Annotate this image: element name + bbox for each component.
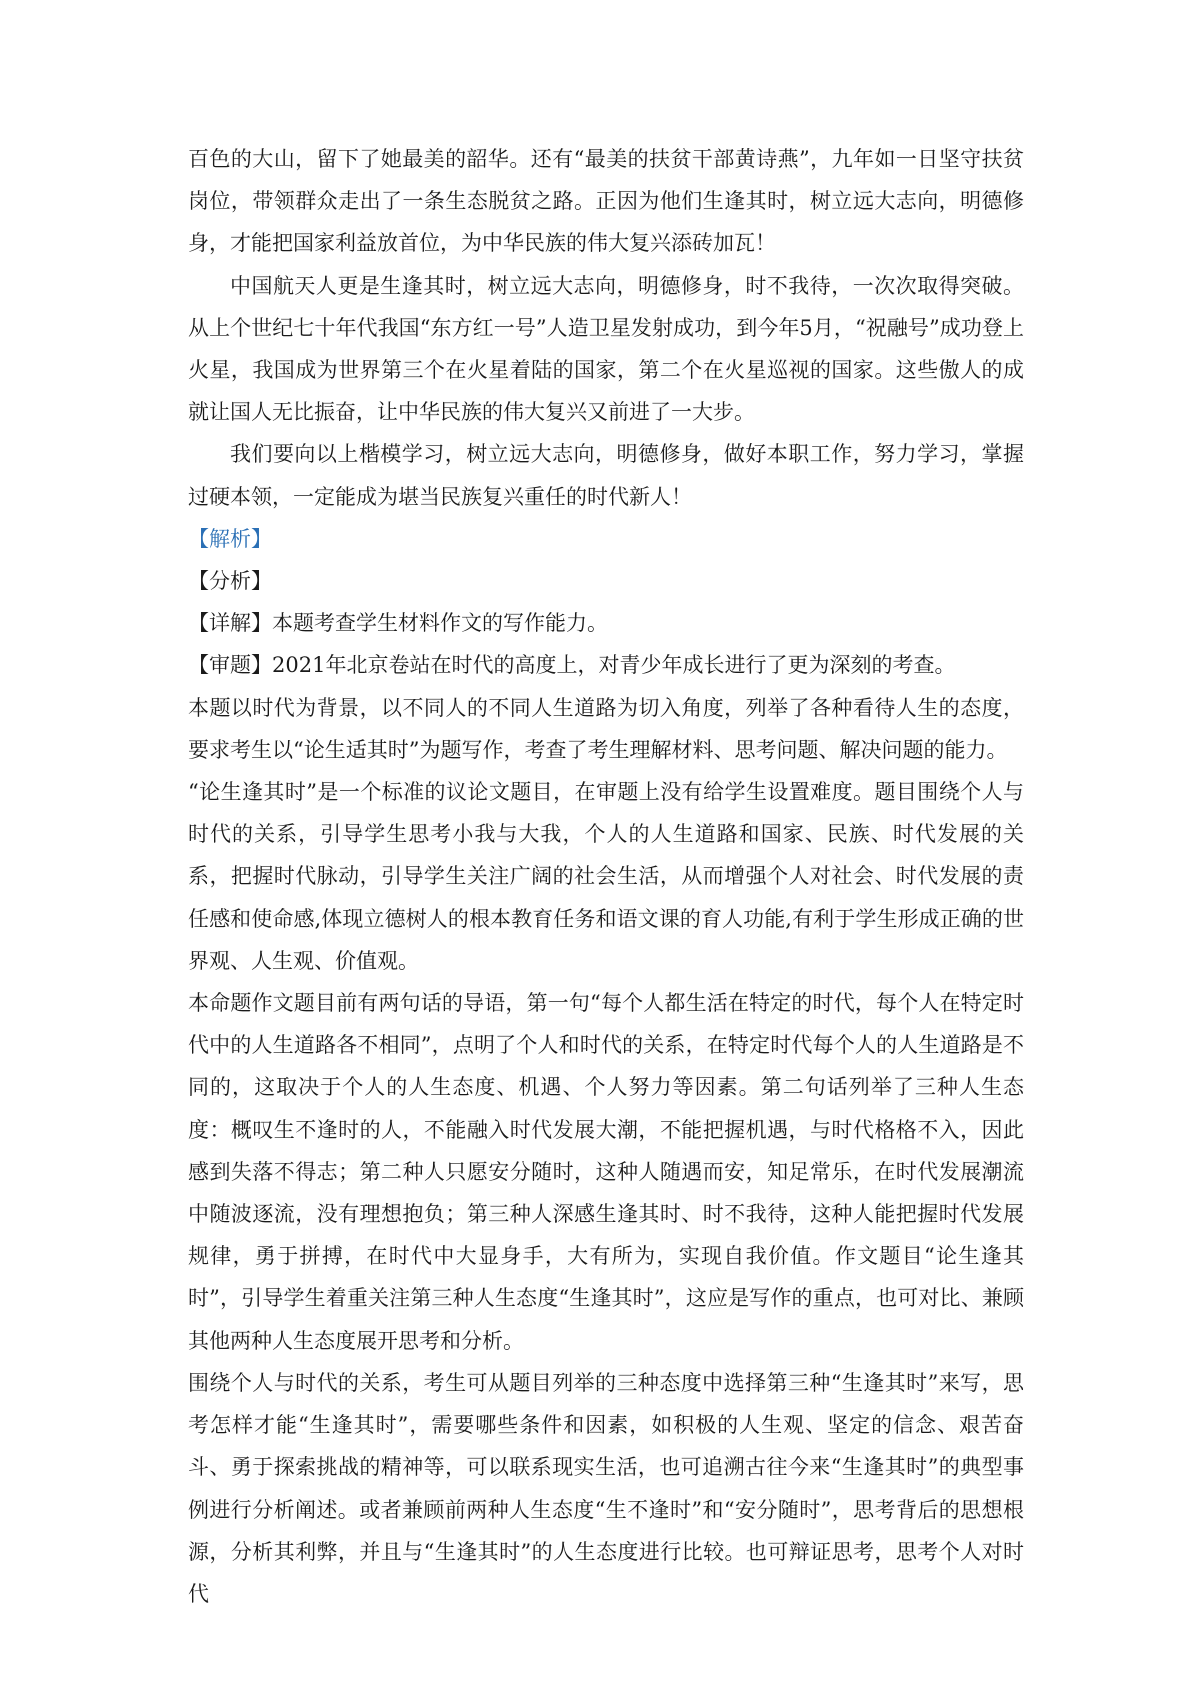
- essay-paragraph-3: 我们要向以上楷模学习，树立远大志向，明德修身，做好本职工作，努力学习，掌握过硬本领，一定能成为堪当民族复兴重任的时代新人！: [188, 442, 1024, 509]
- analysis-paragraph-3: 本命题作文题目前有两句话的导语，第一句“每个人都生活在特定的时代，每个人在特定时代中的人生道路各不相同”，点明了个人和时代的关系，在特定时代每个人的人生道路是不同的，这取决于个人的人生态度、机遇、个人努力等因素。第二句话列举了三种人生态度：概叹生不逢时的人，不能融入时代发展大潮，不能把握机遇，与时代格格不入，因此感到失落不得志；第二种人只愿安分随时，这种人随遇而安，知足常乐，在时代发展潮流中随波逐流，没有理想抱负；第三种人深感生逢其时、时不我待，这种人能把握时代发展规律，勇于拼搏，在时代中大显身手，大有所为，实现自我价值。作文题目“论生逢其时”，引导学生着重关注第三种人生态度“生逢其时”，这应是写作的重点，也可对比、兼顾其他两种人生态度展开思考和分析。: [188, 991, 1024, 1353]
- document-page: [188, 138, 1024, 1615]
- section-label-xiangjie: 【详解】本题考查学生材料作文的写作能力。: [188, 611, 608, 636]
- section-label-shenti: 【审题】2021年北京卷站在时代的高度上，对青少年成长进行了更为深刻的考查。: [188, 653, 956, 678]
- analysis-paragraph-1: 本题以时代为背景，以不同人的不同人生道路为切入角度，列举了各种看待人生的态度，要求考生以“论生适其时”为题写作，考查了考生理解材料、思考问题、解决问题的能力。: [188, 695, 1024, 762]
- section-label-jiexi: 【解析】: [188, 526, 272, 551]
- analysis-paragraph-4: 围绕个人与时代的关系，考生可从题目列举的三种态度中选择第三种“生逢其时”来写，思考怎样才能“生逢其时”，需要哪些条件和因素，如积极的人生观、坚定的信念、艰苦奋斗、勇于探索挑战的精神等，可以联系现实生活，也可追溯古往今来“生逢其时”的典型事例进行分析阐述。或者兼顾前两种人生态度“生不逢时”和“安分随时”，思考背后的思想根源，分析其利弊，并且与“生逢其时”的人生态度进行比较。也可辩证思考，思考个人对时代: [188, 1370, 1024, 1606]
- essay-paragraph-1: 百色的大山，留下了她最美的韶华。还有“最美的扶贫干部黄诗燕”，九年如一日坚守扶贫岗位，带领群众走出了一条生态脱贫之路。正因为他们生逢其时，树立远大志向，明德修身，才能把国家利益放首位，为中华民族的伟大复兴添砖加瓦！: [188, 147, 1024, 256]
- essay-paragraph-2: 中国航天人更是生逢其时，树立远大志向，明德修身，时不我待，一次次取得突破。从上个世纪七十年代我国“东方红一号”人造卫星发射成功，到今年5月，“祝融号”成功登上火星，我国成为世界第三个在火星着陆的国家，第二个在火星巡视的国家。这些傲人的成就让国人无比振奋，让中华民族的伟大复兴又前进了一大步。: [188, 273, 1024, 425]
- section-label-fenxi: 【分析】: [188, 569, 272, 594]
- analysis-paragraph-2: “论生逢其时”是一个标准的议论文题目，在审题上没有给学生设置难度。题目围绕个人与时代的关系，引导学生思考小我与大我，个人的人生道路和国家、民族、时代发展的关系，把握时代脉动，引导学生关注广阔的社会生活，从而增强个人对社会、时代发展的责任感和使命感,体现立德树人的根本教育任务和语文课的育人功能,有利于学生形成正确的世界观、人生观、价值观。: [188, 780, 1024, 973]
